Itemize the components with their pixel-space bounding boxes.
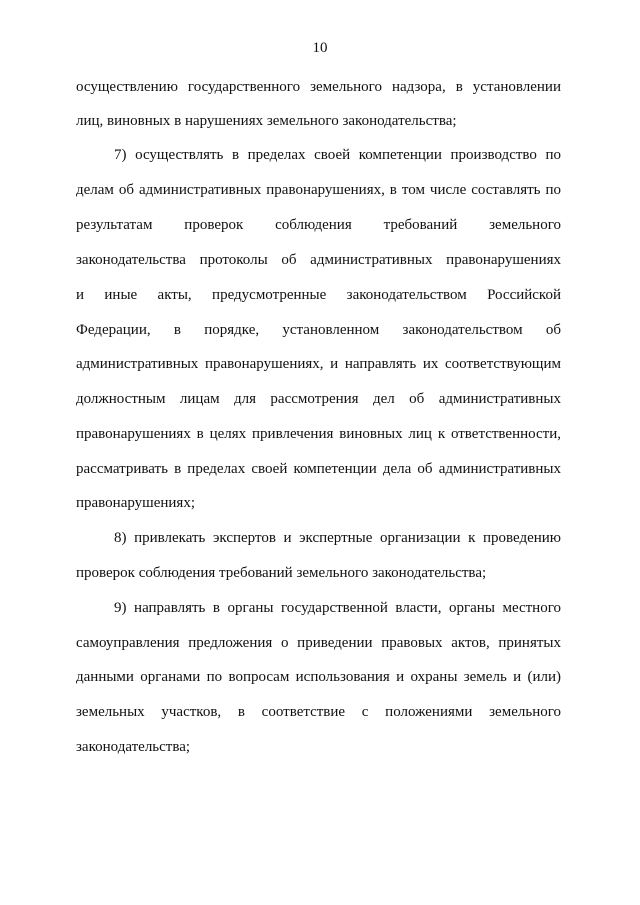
text-line: Федерации, в порядке, установленном законодательством об [76,322,561,338]
paragraph-start-line: 8) привлекать экспертов и экспертные организации к проведению [114,530,561,546]
text-line: самоуправления предложения о приведении правовых актов, принятых [76,635,561,651]
text-line: лиц, виновных в нарушениях земельного законодательства; [76,113,457,129]
text-line: законодательства; [76,739,191,755]
text-line: правонарушениях; [76,495,195,511]
text-line: правонарушениях в целях привлечения виновных лиц к ответственности, [76,426,561,442]
text-line: административных правонарушениях, и направлять их соответствующим [76,356,561,372]
text-line: результатам проверок соблюдения требований земельного [76,217,561,233]
text-line: данными органами по вопросам использования и охраны земель и (или) [76,669,561,685]
text-line: и иные акты, предусмотренные законодательством Российской [76,287,561,303]
text-line: проверок соблюдения требований земельного законодательства; [76,565,487,581]
text-line: законодательства протоколы об административных правонарушениях [76,252,561,268]
text-line: осуществлению государственного земельного надзора, в установлении [76,79,561,95]
page-number: 10 [312,40,328,56]
paragraph-start-line: 9) направлять в органы государственной власти, органы местного [114,600,561,616]
text-line: должностным лицам для рассмотрения дел об административных [76,391,561,407]
text-line: земельных участков, в соответствие с положениями земельного [76,704,561,720]
paragraph-start-line: 7) осуществлять в пределах своей компетенции производство по [114,147,561,163]
text-line: рассматривать в пределах своей компетенции дела об административных [76,461,561,477]
text-line: делам об административных правонарушениях, в том числе составлять по [76,182,561,198]
